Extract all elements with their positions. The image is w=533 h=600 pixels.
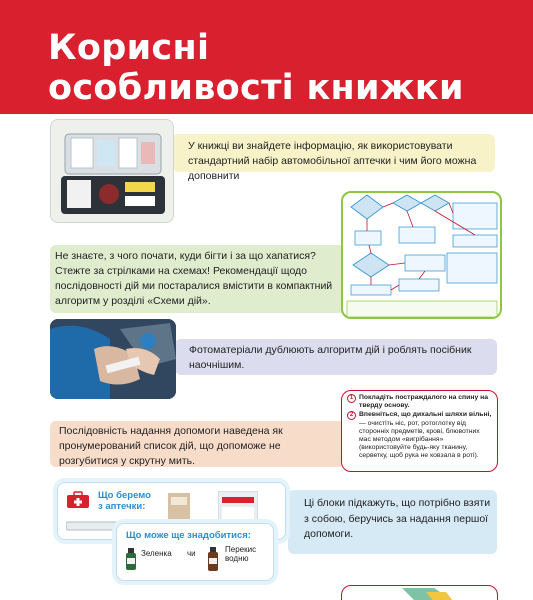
- photos-info-band: [175, 339, 497, 375]
- step-title: Покладіть постраждалого на спину на тверду основу.: [359, 394, 488, 410]
- step-body: — очистіть ніс, рот, ротоглотку від сторонніх предметів, крові, блювотних мас методом «вигрібання» (використовуйте будь-яку тканину, серветку, щоб рука не ковзала в роті).: [359, 419, 480, 460]
- extra-item-2-line-1: Перекис: [225, 545, 257, 554]
- brilliant-green-bottle-icon: [125, 548, 137, 570]
- extra-item-2-line-2: водню: [225, 554, 249, 563]
- first-aid-photo: [50, 319, 176, 399]
- title-line-1: Корисні: [48, 28, 210, 68]
- hydrogen-peroxide-bottle-icon: [207, 547, 219, 571]
- gauze-pack-icon: [168, 493, 190, 523]
- step-number: 1: [347, 394, 356, 403]
- step-text: [359, 394, 492, 410]
- first-aid-photo-illustration: [50, 319, 176, 399]
- page-header: [0, 0, 533, 114]
- list-info-band: [50, 421, 345, 467]
- arrows-info-band: [50, 245, 347, 313]
- step-item: [347, 411, 492, 460]
- blocks-info-text: Ці блоки підкажуть, що потрібно взяти з собою, беручись за надання першої допомоги.: [304, 497, 491, 540]
- extra-items-card: [116, 523, 274, 581]
- partial-next-card: [341, 585, 498, 600]
- extra-item-1: Зеленка: [141, 549, 172, 558]
- extra-items-or: чи: [187, 549, 196, 558]
- action-flowchart-thumbnail: [341, 191, 502, 319]
- numbered-steps-example: [341, 390, 498, 472]
- step-item: [347, 394, 492, 410]
- step-title: Впевніться, що дихальні шляхи вільні,: [359, 411, 492, 419]
- step-text: [359, 411, 492, 460]
- page-title: [48, 28, 464, 108]
- arrows-info-text: Не знаєте, з чого почати, куди бігти і за що хапатися? Стежте за стрілками на схемах! Рекомендації щодо послідовності дій ми постаралися вмістити в компактний алгоритм у розділі «Схеми дій».: [55, 250, 333, 307]
- title-line-2: особливості книжки: [48, 68, 464, 108]
- extra-item-2: [225, 545, 256, 563]
- kit-card-title: [98, 490, 151, 512]
- partial-next-card-illustration: [342, 586, 498, 600]
- first-aid-kit-illustration: [51, 120, 174, 223]
- step-number: 2: [347, 411, 356, 420]
- extra-items-title: Що може ще знадобитися:: [126, 530, 251, 541]
- bandage-pack-icon: [218, 491, 258, 527]
- first-aid-kit-icon: [66, 491, 90, 509]
- kit-card-title-line-1: Що беремо: [98, 490, 151, 501]
- photos-info-text: Фотоматеріали дублюють алгоритм дій і роблять посібник наочнішим.: [189, 344, 472, 371]
- list-info-text: Послідовність надання допомоги наведена як пронумерований список дій, що допоможе не розгубитися у скрутну мить.: [59, 425, 283, 467]
- blocks-info-band: [288, 490, 497, 554]
- kit-info-band: [172, 134, 495, 182]
- kit-card-title-line-2: з аптечки:: [98, 501, 146, 512]
- kit-info-text: У книжці ви знайдете інформацію, як використовувати стандартний набір автомобільної аптечки і чим його можна доповнити: [188, 140, 477, 182]
- flowchart-diagram: [343, 193, 502, 319]
- first-aid-kit-photo: [50, 119, 174, 223]
